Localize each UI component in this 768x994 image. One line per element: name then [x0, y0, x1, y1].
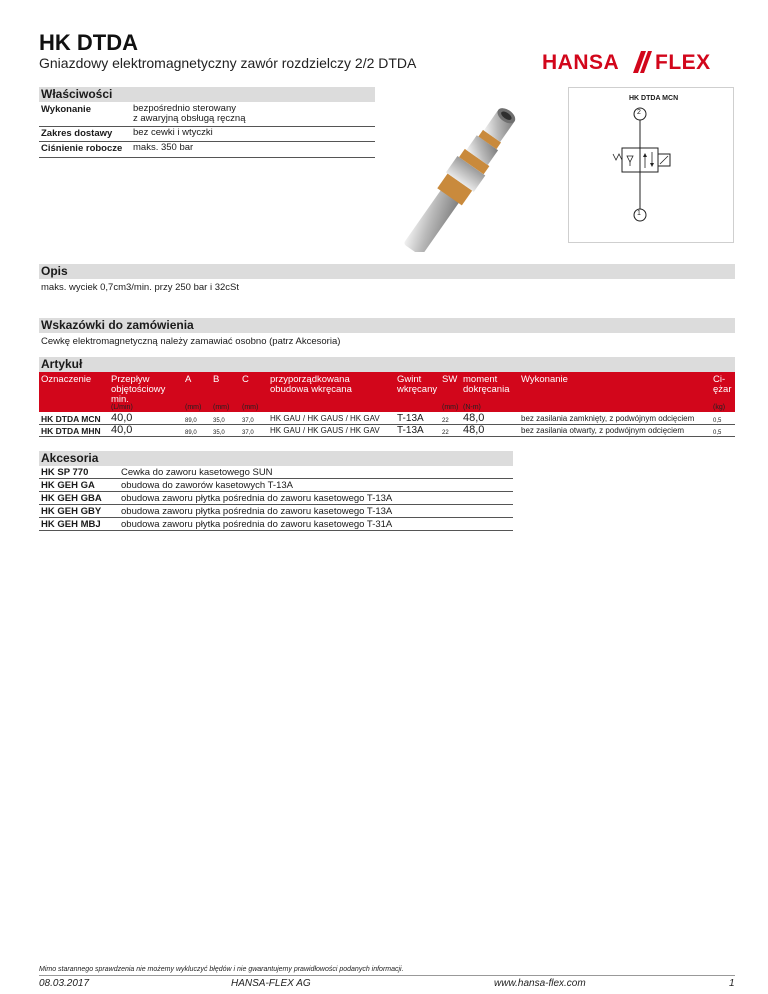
properties-section-title: Właściwości	[39, 87, 375, 102]
accessory-desc: obudowa do zaworów kasetowych T-13A	[121, 480, 293, 491]
list-item	[39, 480, 513, 492]
accessory-desc: obudowa zaworu płytka pośrednia do zaworu kasetowego T-13A	[121, 506, 393, 517]
cell-version: bez zasilania zamknięty, z podwójnym odcięciem	[521, 414, 695, 423]
col-flow-line: min.	[111, 394, 129, 405]
cell-thread: T-13A	[397, 425, 424, 436]
accessory-code: HK GEH GBY	[41, 506, 102, 517]
logo-text-left: HANSA	[542, 51, 620, 74]
ordering-text: Cewkę elektromagnetyczną należy zamawiać osobno (patrz Akcesoria)	[41, 336, 341, 347]
list-item	[39, 467, 513, 479]
unit-flow: (L/min)	[111, 404, 133, 411]
port-2-label: 2	[637, 109, 641, 116]
col-designation: Oznaczenie	[41, 374, 92, 385]
disclaimer-note: Mimo starannego sprawdzenia nie możemy wykluczyć błędów i nie gwarantujemy prawidłowości podanych informacji.	[39, 966, 404, 973]
col-weight	[713, 375, 731, 395]
col-housing-line: obudowa wkręcana	[270, 384, 352, 395]
col-housing-line: przyporządkowana	[270, 374, 350, 385]
property-row	[39, 127, 375, 142]
unit-torque: (N-m)	[463, 404, 481, 411]
footer-divider	[39, 975, 735, 976]
cell-flow: 40,0	[111, 424, 133, 436]
accessory-code: HK GEH GA	[41, 480, 95, 491]
property-key: Zakres dostawy	[41, 128, 113, 139]
cell-housing: HK GAU / HK GAUS / HK GAV	[270, 414, 380, 423]
cell-c: 37,0	[242, 418, 254, 424]
accessory-code: HK GEH GBA	[41, 493, 102, 504]
cell-weight: 0,5	[713, 430, 722, 436]
cell-thread: T-13A	[397, 413, 424, 424]
col-thread	[397, 375, 437, 395]
accessories-section-title: Akcesoria	[39, 451, 513, 466]
col-weight-line: Ci-	[713, 374, 726, 385]
list-item	[39, 493, 513, 505]
accessory-desc: Cewka do zaworu kasetowego SUN	[121, 467, 273, 478]
logo-text-right: FLEX	[655, 51, 711, 74]
table-row	[39, 413, 735, 425]
property-key: Wykonanie	[41, 104, 91, 115]
cell-housing: HK GAU / HK GAUS / HK GAV	[270, 426, 380, 435]
property-value: maks. 350 bar	[133, 142, 194, 153]
col-torque	[463, 375, 509, 395]
property-row	[39, 142, 375, 158]
page-title: HK DTDA	[39, 30, 138, 55]
footer-company: HANSA-FLEX AG	[231, 978, 311, 989]
col-torque-line: dokręcania	[463, 384, 510, 395]
port-1-label: 1	[637, 210, 641, 217]
valve-symbol-icon	[569, 88, 735, 244]
col-c: C	[242, 374, 249, 385]
accessory-desc: obudowa zaworu płytka pośrednia do zaworu kasetowego T-31A	[121, 519, 393, 530]
cell-sw: 22	[442, 430, 449, 436]
col-flow-line: Przepływ	[111, 374, 150, 385]
cell-torque: 48,0	[463, 424, 485, 436]
cell-b: 35,0	[213, 418, 225, 424]
article-units-row	[39, 404, 735, 413]
article-section-title: Artykuł	[39, 357, 735, 372]
hydraulic-symbol-diagram	[568, 87, 734, 243]
cell-flow: 40,0	[111, 412, 133, 424]
col-sw: SW	[442, 374, 458, 385]
col-version: Wykonanie	[521, 374, 568, 385]
col-flow-line: objętościowy	[111, 384, 166, 395]
footer-url[interactable]: www.hansa-flex.com	[494, 978, 586, 989]
diagram-label: HK DTDA MCN	[629, 95, 679, 102]
property-value: bez cewki i wtyczki	[133, 127, 213, 138]
unit-weight: (kg)	[713, 404, 726, 411]
description-text: maks. wyciek 0,7cm3/min. przy 250 bar i 32cSt	[41, 282, 239, 293]
table-row	[39, 425, 735, 437]
property-row	[39, 103, 375, 127]
product-photo	[378, 82, 558, 252]
col-b: B	[213, 374, 220, 385]
unit-a: (mm)	[185, 404, 202, 411]
page-subtitle: Gniazdowy elektromagnetyczny zawór rozdzielczy 2/2 DTDA	[39, 55, 417, 71]
list-item	[39, 506, 513, 518]
cell-weight: 0,5	[713, 418, 722, 424]
property-value-line: z awaryjną obsługą ręczną	[133, 113, 246, 124]
property-value-line: bezpośrednio sterowany	[133, 103, 236, 114]
unit-sw: (mm)	[442, 404, 459, 411]
cell-a: 89,0	[185, 430, 197, 436]
ordering-section-title: Wskazówki do zamówienia	[39, 318, 735, 333]
unit-b: (mm)	[213, 404, 230, 411]
col-thread-line: wkręcany	[397, 384, 438, 395]
col-housing	[270, 375, 352, 395]
cell-a: 89,0	[185, 418, 197, 424]
col-a: A	[185, 374, 192, 385]
hansa-flex-logo	[542, 48, 734, 74]
description-section-title: Opis	[39, 264, 735, 279]
cell-designation: HK DTDA MHN	[41, 426, 101, 436]
cell-version: bez zasilania otwarty, z podwójnym odcięciem	[521, 426, 685, 435]
property-key: Ciśnienie robocze	[41, 143, 123, 154]
footer-date: 08.03.2017	[39, 978, 90, 989]
unit-c: (mm)	[242, 404, 259, 411]
cell-b: 35,0	[213, 430, 225, 436]
col-flow	[111, 375, 165, 405]
col-torque-line: moment	[463, 374, 498, 385]
property-value	[133, 104, 245, 124]
cell-sw: 22	[442, 418, 449, 424]
accessory-code: HK SP 770	[41, 467, 89, 478]
cell-designation: HK DTDA MCN	[41, 414, 101, 424]
col-weight-line: ężar	[713, 384, 732, 395]
cell-torque: 48,0	[463, 412, 485, 424]
cell-c: 37,0	[242, 430, 254, 436]
accessory-code: HK GEH MBJ	[41, 519, 101, 530]
accessory-desc: obudowa zaworu płytka pośrednia do zaworu kasetowego T-13A	[121, 493, 393, 504]
footer-page-number: 1	[729, 978, 735, 989]
col-thread-line: Gwint	[397, 374, 422, 385]
list-item	[39, 519, 513, 531]
